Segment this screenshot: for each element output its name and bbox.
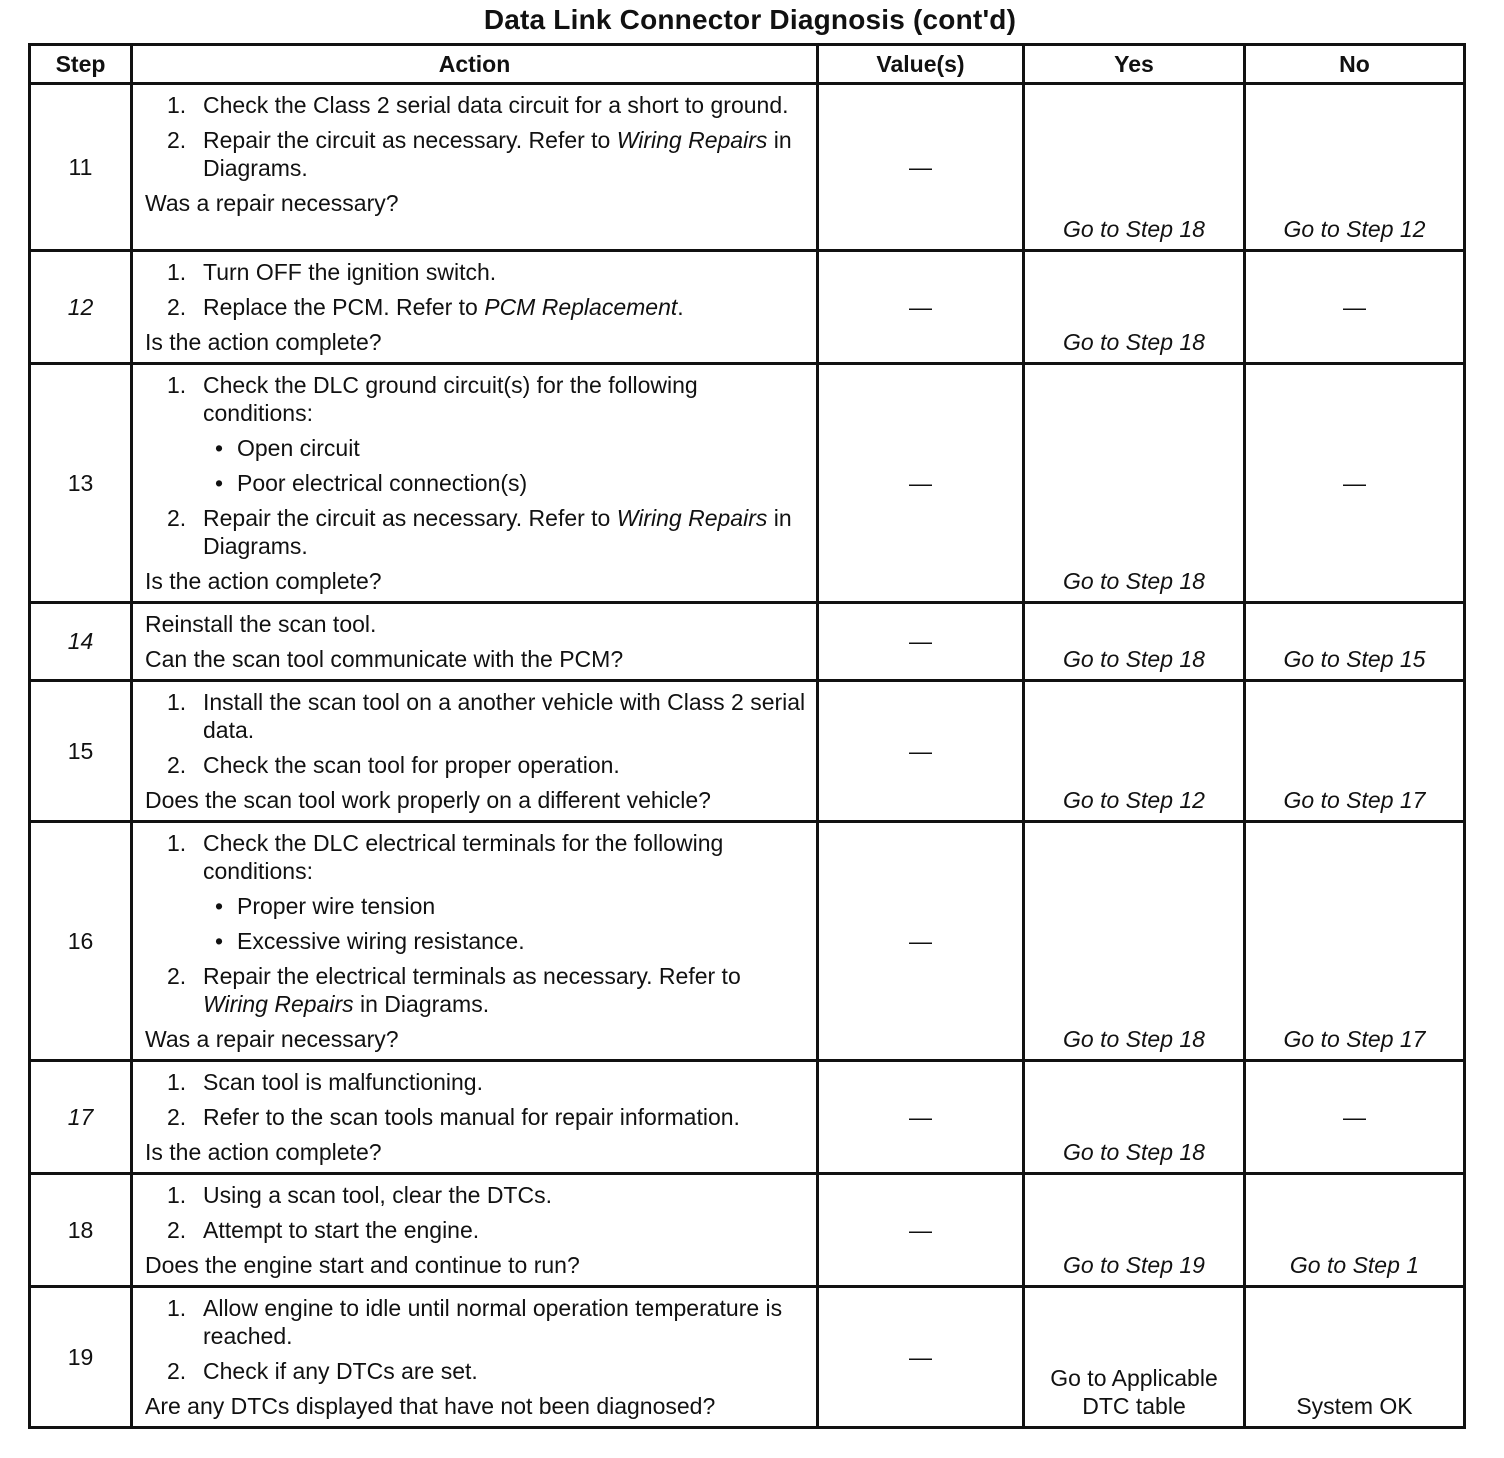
action-step-text: Using a scan tool, clear the DTCs.	[203, 1182, 552, 1208]
value-cell: —	[818, 1174, 1024, 1287]
action-step-text: Check the Class 2 serial data circuit for a short to ground.	[203, 92, 789, 118]
action-step-text: Repair the electrical terminals as necessary. Refer to	[203, 963, 741, 989]
table-row	[30, 364, 1465, 603]
no-cell: —	[1245, 1061, 1465, 1174]
action-step-text: Allow engine to idle until normal operation temperature is reached.	[203, 1295, 783, 1349]
diagnosis-table	[28, 43, 1466, 1429]
table-row	[30, 251, 1465, 364]
step-number: 16	[30, 822, 132, 1061]
yes-text-line: DTC table	[1082, 1393, 1186, 1419]
no-cell: System OK	[1245, 1287, 1465, 1428]
page-title: Data Link Connector Diagnosis (cont'd)	[483, 4, 1017, 35]
header-step: Step	[30, 45, 132, 84]
question-text: Does the scan tool work properly on a different vehicle?	[145, 787, 711, 813]
step-number: 12	[30, 251, 132, 364]
header-no: No	[1245, 45, 1465, 84]
action-cell: 1. Check the DLC electrical terminals for the following conditions: • Proper wire tension • Excessive wiring resistance. 2. Repair the electrical terminals as necessary. Refer to Wiring Repairs in Diagrams. Was a repair necessary?	[132, 822, 818, 1061]
header-values: Value(s)	[818, 45, 1024, 84]
question-text: Can the scan tool communicate with the PCM?	[145, 646, 624, 672]
yes-cell: Go to Step 18	[1024, 251, 1245, 364]
question-text: Are any DTCs displayed that have not been diagnosed?	[145, 1393, 716, 1419]
action-cell: 1. Using a scan tool, clear the DTCs. 2. Attempt to start the engine. Does the engine start and continue to run?	[132, 1174, 818, 1287]
step-number: 17	[30, 1061, 132, 1174]
action-cell: 1. Check the DLC ground circuit(s) for the following conditions: • Open circuit • Poor electrical connection(s) 2. Repair the circuit as necessary. Refer to Wiring Repairs in Diagrams. Is the action complete?	[132, 364, 818, 603]
no-cell: Go to Step 12	[1245, 84, 1465, 251]
no-cell: Go to Step 17	[1245, 822, 1465, 1061]
action-step-text: Check the scan tool for proper operation.	[203, 752, 620, 778]
question-text: Was a repair necessary?	[145, 190, 399, 216]
yes-cell: Go to Step 18	[1024, 364, 1245, 603]
value-cell: —	[818, 603, 1024, 681]
action-step-text: Check the DLC electrical terminals for the following conditions:	[203, 830, 724, 884]
action-cell: 1. Turn OFF the ignition switch. 2. Replace the PCM. Refer to PCM Replacement. Is the action complete?	[132, 251, 818, 364]
question-text: Does the engine start and continue to run?	[145, 1252, 580, 1278]
no-cell: Go to Step 1	[1245, 1174, 1465, 1287]
bullet-text: Excessive wiring resistance.	[237, 928, 525, 954]
bullet-text: Proper wire tension	[237, 893, 436, 919]
no-cell: —	[1245, 251, 1465, 364]
reference-text: Wiring Repairs	[616, 505, 768, 531]
no-cell: —	[1245, 364, 1465, 603]
value-cell: —	[818, 251, 1024, 364]
table-row	[30, 1174, 1465, 1287]
action-step-text: Reinstall the scan tool.	[145, 611, 377, 637]
reference-text: PCM Replacement	[484, 294, 678, 320]
question-text: Is the action complete?	[145, 1139, 382, 1165]
bullet-text: Poor electrical connection(s)	[237, 470, 528, 496]
table-row	[30, 1287, 1465, 1428]
action-step-text: Replace the PCM. Refer to	[203, 294, 485, 320]
action-step-text: Repair the circuit as necessary. Refer to	[203, 505, 617, 531]
table-header-row	[30, 45, 1465, 84]
table-row	[30, 1061, 1465, 1174]
table-row	[30, 84, 1465, 251]
action-step-text: Refer to the scan tools manual for repair information.	[203, 1104, 740, 1130]
question-text: Is the action complete?	[145, 329, 382, 355]
question-text: Is the action complete?	[145, 568, 382, 594]
action-step-text: Attempt to start the engine.	[203, 1217, 480, 1243]
action-step-text: Repair the circuit as necessary. Refer to	[203, 127, 617, 153]
step-number: 11	[30, 84, 132, 251]
action-step-text: Check if any DTCs are set.	[203, 1358, 478, 1384]
action-cell: 1. Install the scan tool on a another vehicle with Class 2 serial data. 2. Check the scan tool for proper operation. Does the scan tool work properly on a different vehicle?	[132, 681, 818, 822]
value-cell: —	[818, 822, 1024, 1061]
yes-text-line: Go to Applicable	[1050, 1365, 1218, 1391]
bullet-text: Open circuit	[237, 435, 360, 461]
value-cell: —	[818, 84, 1024, 251]
reference-text: Wiring Repairs	[616, 127, 768, 153]
no-cell: Go to Step 15	[1245, 603, 1465, 681]
step-number: 14	[30, 603, 132, 681]
action-step-text: Install the scan tool on a another vehicle with Class 2 serial data.	[203, 689, 806, 743]
table-row	[30, 681, 1465, 822]
step-number: 18	[30, 1174, 132, 1287]
yes-cell: Go to Step 18	[1024, 822, 1245, 1061]
value-cell: —	[818, 681, 1024, 822]
table-row	[30, 603, 1465, 681]
action-cell: 1. Check the Class 2 serial data circuit for a short to ground. 2. Repair the circuit as necessary. Refer to Wiring Repairs in Diagrams. Was a repair necessary?	[132, 84, 818, 251]
step-number: 19	[30, 1287, 132, 1428]
header-action: Action	[132, 45, 818, 84]
action-cell: 1. Scan tool is malfunctioning. 2. Refer to the scan tools manual for repair information. Is the action complete?	[132, 1061, 818, 1174]
yes-cell: Go to Step 12	[1024, 681, 1245, 822]
reference-text: Wiring Repairs	[203, 991, 354, 1017]
action-step-text: Scan tool is malfunctioning.	[203, 1069, 483, 1095]
value-cell: —	[818, 1287, 1024, 1428]
step-number: 13	[30, 364, 132, 603]
action-cell	[132, 603, 818, 681]
action-step-text: Check the DLC ground circuit(s) for the following conditions:	[203, 372, 698, 426]
header-yes: Yes	[1024, 45, 1245, 84]
question-text: Was a repair necessary?	[145, 1026, 399, 1052]
yes-cell: Go to Step 18	[1024, 1061, 1245, 1174]
yes-cell: Go to Step 19	[1024, 1174, 1245, 1287]
step-number: 15	[30, 681, 132, 822]
value-cell: —	[818, 364, 1024, 603]
value-cell: —	[818, 1061, 1024, 1174]
action-step-text: Turn OFF the ignition switch.	[203, 259, 497, 285]
yes-cell: Go to Step 18	[1024, 84, 1245, 251]
table-row	[30, 822, 1465, 1061]
yes-cell: Go to Step 18	[1024, 603, 1245, 681]
no-cell: Go to Step 17	[1245, 681, 1465, 822]
yes-cell	[1024, 1287, 1245, 1428]
action-cell: 1. Allow engine to idle until normal operation temperature is reached. 2. Check if any DTCs are set. Are any DTCs displayed that have not been diagnosed?	[132, 1287, 818, 1428]
